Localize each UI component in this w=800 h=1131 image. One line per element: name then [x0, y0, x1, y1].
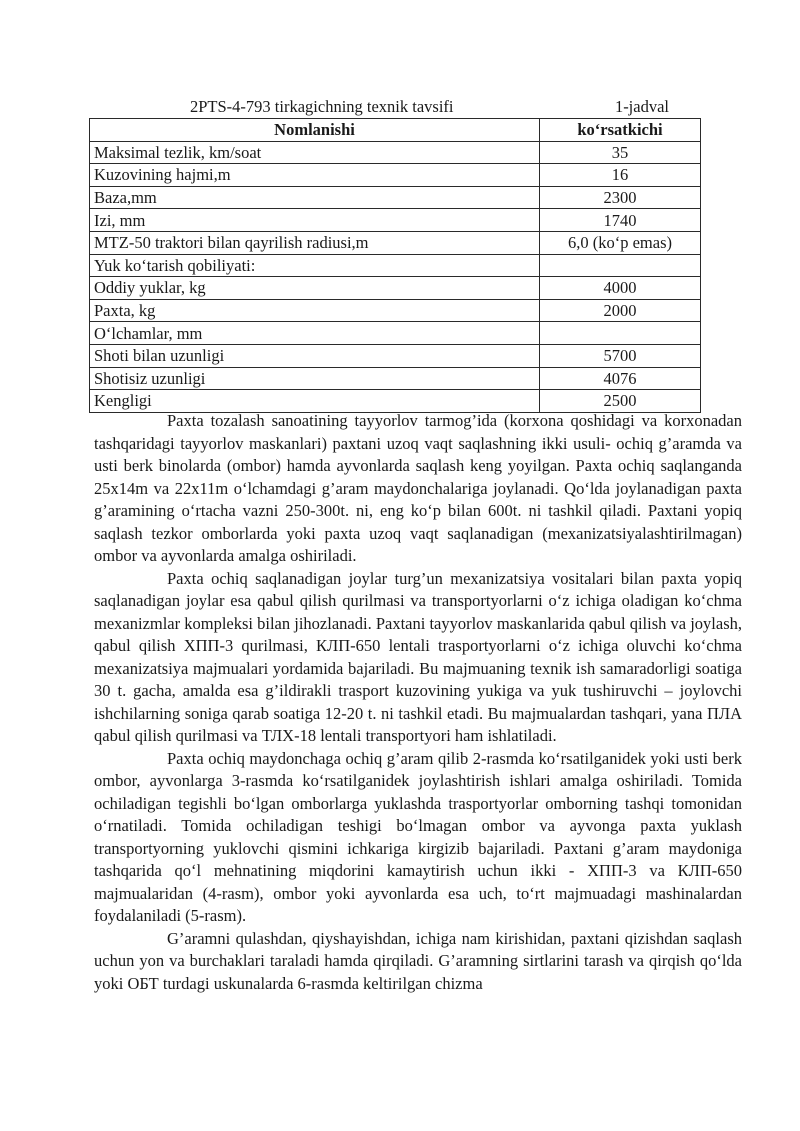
paragraph: Paxta tozalash sanoatining tayyorlov tarmog’ida (korxona qoshidagi va korxonadan tashqaridagi tayyorlov maskanlari) paxtani uzoq vaqt saqlashning ikki usuli- ochiq g’aramda va usti berk binolarda (ombor) hamda ayvonlarda saqlash keng yoyilgan. Paxta ochiq saqlanganda 25x14m va 22x11m oʻlchamdagi g’aram maydonchalariga joylanadi. Qoʻlda joylanadigan paxta g’aramining oʻrtacha vazni 250-300t. ni, eng koʻp bilan 600t. ni tashkil qiladi. Paxtani yopiq saqlash tezkor omborlarda yoki paxta uzoq vaqt saqlanadigan (mexanizatsiyalashtirilmagan) ombor va ayvonlarda amalga oshiriladi. — [94, 411, 742, 565]
row-name: Kuzovining hajmi,m — [90, 164, 540, 187]
row-value: 4076 — [540, 367, 701, 390]
row-value: 16 — [540, 164, 701, 187]
row-value: 6,0 (koʻp emas) — [540, 231, 701, 254]
row-name: Maksimal tezlik, km/soat — [90, 141, 540, 164]
paragraph: Paxta ochiq saqlanadigan joylar turg’un mexanizatsiya vositalari bilan paxta yopiq saqlanadigan joylar esa qabul qilish qurilmasi va transportyorlarni oʻz ichiga oladigan koʻchma mexanizmlar kompleksi bilan jihozlanadi. Paxtani tayyorlov maskanlarida qabul qilish va joylash, qabul qilish ХПП-3 qurilmasi, КЛП-650 lentali trasportyorlarni oʻz ichiga oluvchi koʻchma mexanizatsiya majmualari yordamida bajariladi. Bu majmuaning texnik ish samaradorligi soatiga 30 t. gacha, amalda esa g’ildirakli trasport kuzovining yukiga va yuk tushiruvchi – joylovchi ishchilarning soniga qarab soatiga 12-20 t. ni tashkil etadi. Bu majmualardan tashqari, yana ПЛА qabul qilish qurilmasi va ТЛХ-18 lentali transportyori ham ishlatiladi. — [94, 568, 742, 745]
table-row — [90, 164, 701, 187]
row-value — [540, 322, 701, 345]
table-row — [90, 367, 701, 390]
table-row — [90, 344, 701, 367]
table-body — [90, 141, 701, 412]
table-row — [90, 299, 701, 322]
paragraph: Paxta ochiq maydonchaga ochiq g’aram qilib 2-rasmda koʻrsatilganidek yoki usti berk ombor, ayvonlarga 3-rasmda koʻrsatilganidek joylashtirish ishlari amalga oshiriladi. Tomida ochiladigan tegishli boʻlgan omborlarga yuklashda trasportyorlar omborning tashqi tomonidan oʻrnatiladi. Tomida ochiladigan teshigi boʻlmagan ombor va ayvonga paxta yuklash transportyorning yuklovchi qismini ichkariga kirgizib bajariladi. Paxtani g’aram maydoniga tashqarida qoʻl mehnatining miqdorini kamaytirish uchun ikki - ХПП-3 va КЛП-650 majmualaridan (4-rasm), ombor yoki ayvonlarda esa uch, toʻrt majmuadagi mashinalardan foydalaniladi (5-rasm). — [94, 748, 742, 925]
row-value: 2000 — [540, 299, 701, 322]
table-row — [90, 277, 701, 300]
row-name: Baza,mm — [90, 186, 540, 209]
row-name: Yuk koʻtarish qobiliyati: — [90, 254, 540, 277]
table-row — [90, 141, 701, 164]
row-value: 35 — [540, 141, 701, 164]
row-name: Paxta, kg — [90, 299, 540, 322]
table-row — [90, 231, 701, 254]
row-value: 1740 — [540, 209, 701, 232]
table-row — [90, 186, 701, 209]
table-header-row — [90, 119, 701, 142]
table-title: 2PTS-4-793 tirkagichning texnik tavsifi — [190, 97, 454, 116]
table-caption — [90, 97, 700, 117]
row-name: Kengligi — [90, 390, 540, 413]
row-value: 2500 — [540, 390, 701, 413]
table-row — [90, 209, 701, 232]
body-text — [94, 410, 742, 995]
row-name: Oʻlchamlar, mm — [90, 322, 540, 345]
header-name: Nomlanishi — [90, 119, 540, 142]
row-name: Oddiy yuklar, kg — [90, 277, 540, 300]
table-row — [90, 322, 701, 345]
row-value: 5700 — [540, 344, 701, 367]
row-name: Shotisiz uzunligi — [90, 367, 540, 390]
table-number: 1-jadval — [614, 97, 669, 116]
row-value: 2300 — [540, 186, 701, 209]
row-value: 4000 — [540, 277, 701, 300]
row-name: Shoti bilan uzunligi — [90, 344, 540, 367]
table-row — [90, 254, 701, 277]
specification-table — [89, 118, 701, 413]
row-value — [540, 254, 701, 277]
row-name: MTZ-50 traktori bilan qayrilish radiusi,m — [90, 231, 540, 254]
row-name: Izi, mm — [90, 209, 540, 232]
table-row — [90, 390, 701, 413]
header-value: koʻrsatkichi — [540, 119, 701, 142]
paragraph: G’aramni qulashdan, qiyshayishdan, ichiga nam kirishidan, paxtani qizishdan saqlash uchun yon va burchaklari taraladi hamda qirqiladi. G’aramning sirtlarini tarash va qirqish qoʻlda yoki ОБТ turdagi uskunalarda 6-rasmda keltirilgan chizma — [94, 928, 742, 993]
